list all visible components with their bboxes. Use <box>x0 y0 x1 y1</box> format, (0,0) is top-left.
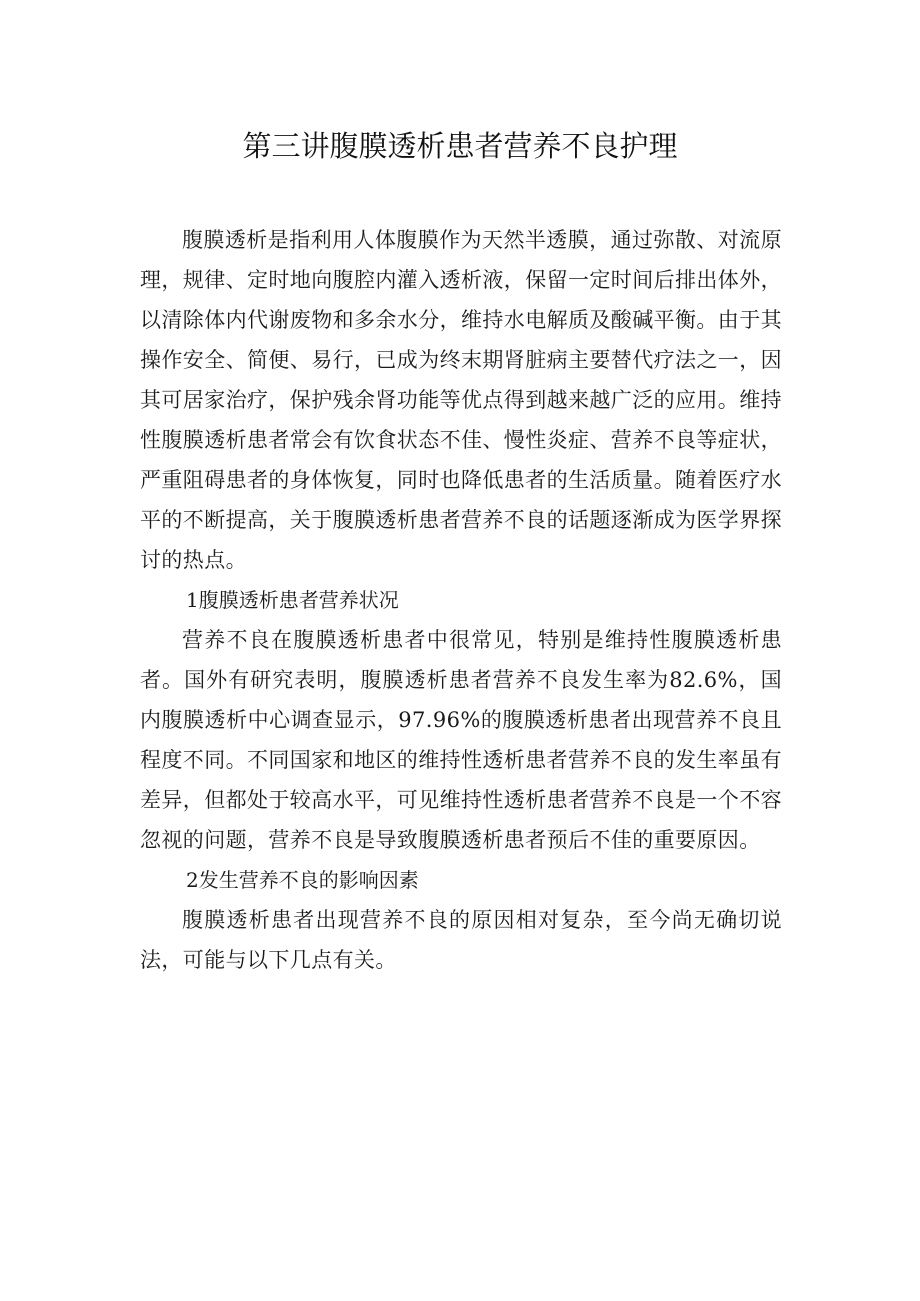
risk-factors-paragraph: 腹膜透析患者出现营养不良的原因相对复杂，至今尚无确切说法，可能与以下几点有关。 <box>140 908 782 972</box>
section-heading-1: 1腹膜透析患者营养状况 <box>186 588 399 612</box>
section-heading-2: 2发生营养不良的影响因素 <box>186 868 419 892</box>
document-body <box>140 220 782 980</box>
nutrition-status-paragraph: 营养不良在腹膜透析患者中很常见，特别是维持性腹膜透析患者。国外有研究表明，腹膜透析患者营养不良发生率为82.6%，国内腹膜透析中心调查显示，97.96%的腹膜透析患者出现营养不良且程度不同。不同国家和地区的维持性透析患者营养不良的发生率虽有差异，但都处于较高水平，可见维持性透析患者营养不良是一个不容忽视的问题，营养不良是导致腹膜透析患者预后不佳的重要原因。 <box>140 628 782 852</box>
document-title: 第三讲腹膜透析患者营养不良护理 <box>242 129 678 163</box>
intro-paragraph: 腹膜透析是指利用人体腹膜作为天然半透膜，通过弥散、对流原理，规律、定时地向腹腔内灌入透析液，保留一定时间后排出体外，以清除体内代谢废物和多余水分，维持水电解质及酸碱平衡。由于其操作安全、简便、易行，已成为终末期肾脏病主要替代疗法之一，因其可居家治疗，保护残余肾功能等优点得到越来越广泛的应用。维持性腹膜透析患者常会有饮食状态不佳、慢性炎症、营养不良等症状，严重阻碍患者的身体恢复，同时也降低患者的生活质量。随着医疗水平的不断提高，关于腹膜透析患者营养不良的话题逐渐成为医学界探讨的热点。 <box>140 228 782 572</box>
